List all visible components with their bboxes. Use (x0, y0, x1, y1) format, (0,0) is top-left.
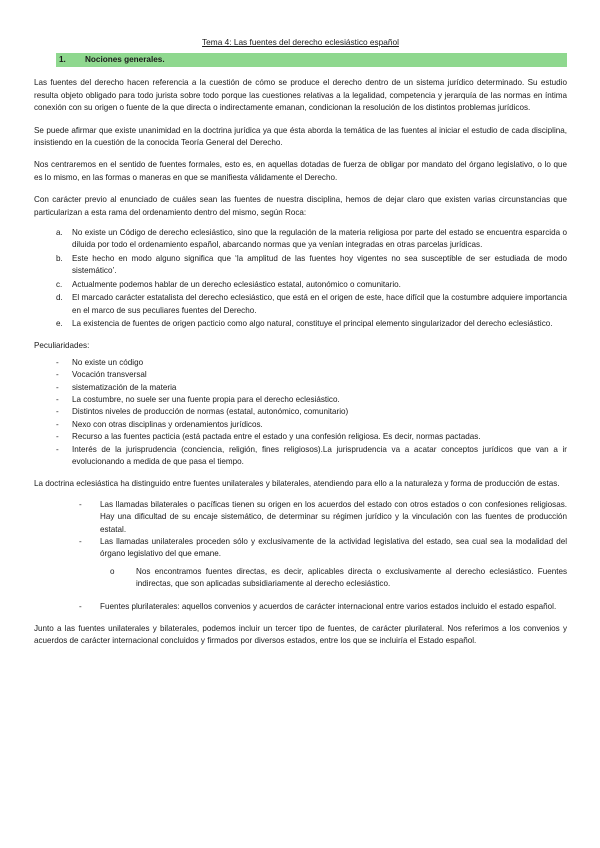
list-item-text: El marcado carácter estatalista del derecho eclesiástico, que está en el origen de este, hace difícil que la costumbre adquiere importancia en el marco de sus peculiares fuentes del Derecho. (72, 293, 567, 315)
paragraph-caracter-previo: Con carácter previo al enunciado de cuáles sean las fuentes de nuestra disciplina, hemos de dejar claro que existen varias circunstancias que particularizan a esta rama del ordenamiento dentro del mismo, según Roca: (34, 195, 567, 217)
paragraph-fuentes-formales: Nos centraremos en el sentido de fuentes formales, esto es, en aquellas dotadas de fuerza de obligar por mandato del órgano legislativo, o lo que es lo mismo, en las formas o maneras en que se manifiesta válidamente el Derecho. (34, 160, 567, 182)
list-item (34, 499, 567, 536)
list-item-text: La costumbre, no suele ser una fuente propia para el derecho eclesiástico. (72, 394, 340, 404)
list-item-text: No existe un código (72, 357, 144, 367)
dash-marker: - (56, 357, 59, 367)
list-item (34, 601, 567, 613)
list-item-text: No existe un Código de derecho eclesiástico, sino que la regulación de la materia religiosa por parte del estado se encuentra esparcida o diluida por todo el ordenamiento español, abarcando normas que ya venían integradas en otras parcelas jurídicas. (72, 228, 567, 250)
section-heading (56, 53, 567, 67)
document-title: Tema 4: Las fuentes del derecho eclesiástico español (202, 37, 399, 47)
paragraph-intro: Las fuentes del derecho hacen referencia a la cuestión de cómo se produce el derecho dentro de un sistema jurídico determinado. Su estudio resulta objeto obligado para todo jurista sobre todo porque las cuestiones relativas a la legalidad, competencia y jerarquía de las normas en íntima conexión con su origen o fuente de la que directa o indirectamente emanan, condicionan la resolución de los distintos problemas jurídicos. (34, 78, 567, 113)
list-item-text: Fuentes plurilaterales: aquellos convenios y acuerdos de carácter internacional entre varios estados incluido el estado español. (100, 601, 557, 611)
list-item-text: Las llamadas unilaterales proceden sólo y exclusivamente de la actividad legislativa del estado, sea cual sea la modalidad del órgano legislativo del que emane. (100, 537, 567, 559)
dash-marker: - (56, 444, 59, 454)
list-item-text: Interés de la jurisprudencia (conciencia, religión, fines religiosos).La jurisprudencia va a acatar conceptos jurídicos que van a ir evolucionando a medida de que pasa el tiempo. (72, 444, 567, 466)
list-item (34, 253, 567, 278)
list-item (34, 536, 567, 561)
list-item (34, 357, 567, 369)
list-marker: d. (56, 293, 63, 303)
list-item-text: Nos encontramos fuentes directas, es decir, aplicables directa o exclusivamente al derecho eclesiástico. Fuentes indirectas, que son aplicadas subsidiariamente al derecho eclesiástico. (136, 566, 567, 589)
list-item (34, 444, 567, 469)
list-item (34, 292, 567, 317)
peculiaridades-list (34, 357, 567, 469)
dash-marker: - (56, 394, 59, 404)
list-item (34, 318, 567, 330)
list-marker: b. (56, 253, 63, 263)
dash-marker: - (79, 537, 82, 546)
list-item (34, 279, 567, 291)
list-item-text: Las llamadas bilaterales o pacíficas tienen su origen en los acuerdos del estado con otros estados o con confesiones religiosas. Hay una dificultad de su encaje sistemático, de determinar su régimen jurídico y la vinculación con las fuentes de producción estatal. (100, 499, 567, 534)
list-item-text: Vocación transversal (72, 370, 147, 380)
paragraph-doctrina: La doctrina eclesiástica ha distinguido entre fuentes unilaterales y bilaterales, atendiendo para ello a la naturaleza y forma de producción de estas. (34, 479, 560, 489)
dash-marker: - (56, 407, 59, 417)
paragraph-plurilateral: Junto a las fuentes unilaterales y bilaterales, podemos incluir un tercer tipo de fuentes, de carácter plurilateral. Nos referimos a los convenios y acuerdos de carácter internacional concluidos y firmados por diversos estados, entre los que se incluiría el Estado español. (34, 624, 567, 646)
list-item-text: sistematización de la materia (72, 382, 177, 392)
fuentes-sublist (34, 566, 567, 591)
list-item (34, 382, 567, 394)
circle-bullet: o (110, 566, 115, 576)
plurilaterales-list (34, 601, 567, 613)
section-number: 1. (59, 55, 66, 65)
list-item-text: Este hecho en modo alguno significa que ‘la amplitud de las fuentes hoy vigentes no sea susceptible de ser estudiada de modo sistemático’. (72, 253, 567, 276)
paragraph-unanimidad: Se puede afirmar que existe unanimidad en la doctrina jurídica ya que ésta aborda la temática de las fuentes al iniciar el estudio de cada disciplina, insistiendo en la cuestión de la conocida Teoría General del Derecho. (34, 125, 567, 148)
section-label: Nociones generales. (85, 55, 165, 65)
peculiaridades-heading: Peculiaridades: (34, 341, 90, 351)
list-item-text: Nexo con otras disciplinas y ordenamientos jurídicos. (72, 419, 263, 429)
list-marker: e. (56, 318, 63, 328)
dash-marker: - (79, 601, 82, 611)
dash-marker: - (79, 499, 82, 509)
list-item (34, 566, 567, 591)
list-item-text: Actualmente podemos hablar de un derecho eclesiástico estatal, autonómico o comunitario. (72, 279, 401, 289)
list-item (34, 227, 567, 252)
list-item (34, 431, 567, 443)
dash-marker: - (56, 370, 59, 380)
list-item-text: Distintos niveles de producción de normas (estatal, autonómico, comunitario) (72, 407, 349, 417)
list-item-text: Recurso a las fuentes pacticia (está pactada entre el estado y una confesión religiosa. Es decir, normas pactadas. (72, 432, 481, 442)
list-item (34, 406, 567, 418)
dash-marker: - (56, 419, 59, 429)
circumstances-list (34, 227, 567, 330)
list-marker: a. (56, 228, 63, 238)
list-marker: c. (56, 279, 63, 289)
dash-marker: - (56, 382, 59, 392)
fuentes-list (34, 499, 567, 561)
list-item-text: La existencia de fuentes de origen pacticio como algo natural, constituye el principal elemento singularizador del derecho eclesiástico. (72, 318, 553, 328)
list-item (34, 419, 567, 431)
dash-marker: - (56, 432, 59, 442)
list-item (34, 394, 567, 406)
list-item (34, 369, 567, 381)
